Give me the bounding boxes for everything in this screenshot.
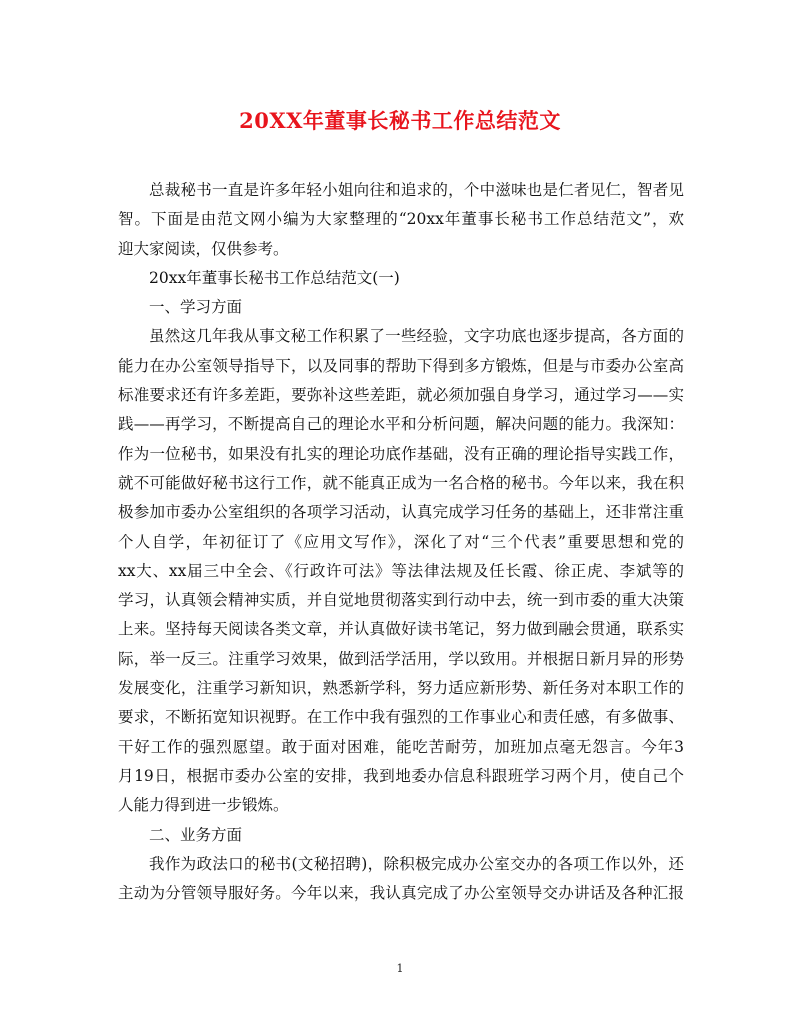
paragraph-line: 人能力得到进一步锻炼。	[118, 796, 289, 815]
paragraph-line: 上来。坚持每天阅读各类文章，并认真做好读书笔记，努力做到融会贯通，联系实	[118, 620, 684, 639]
paragraph-line: 主动为分管领导服好务。今年以来，我认真完成了办公室领导交办讲话及各种汇报	[118, 884, 684, 903]
paragraph-line: xx大、xx届三中全会、《行政许可法》等法律法规及任长霞、徐正虎、李斌等的	[118, 561, 684, 580]
paragraph-line: 月19日，根据市委办公室的安排，我到地委办信息科跟班学习两个月，使自己个	[118, 766, 684, 785]
paragraph-line: 标准要求还有许多差距，要弥补这些差距，就必须加强自身学习，通过学习——实	[118, 386, 684, 405]
document-body	[118, 176, 684, 908]
paragraph-line: 际，举一反三。注重学习效果，做到活学活用，学以致用。并根据日新月异的形势	[118, 649, 684, 668]
paragraph-line: 极参加市委办公室组织的各项学习活动，认真完成学习任务的基础上，还非常注重	[118, 503, 684, 522]
paragraph-line: 践——再学习，不断提高自己的理论水平和分析问题，解决问题的能力。我深知：	[118, 415, 684, 434]
paragraph-line: 我作为政法口的秘书(文秘招聘)，除积极完成办公室交办的各项工作以外，还	[149, 854, 684, 873]
paragraph-line: 干好工作的强烈愿望。敢于面对困难，能吃苦耐劳，加班加点毫无怨言。今年3	[118, 737, 684, 756]
paragraph-line: 要求，不断拓宽知识视野。在工作中我有强烈的工作事业心和责任感，有多做事、	[118, 708, 684, 727]
section-heading: 20xx年董事长秘书工作总结范文(一)	[149, 268, 400, 287]
paragraph-line: 作为一位秘书，如果没有扎实的理论功底作基础，没有正确的理论指导实践工作，	[118, 444, 684, 463]
paragraph-line: 虽然这几年我从事文秘工作积累了一些经验，文字功底也逐步提高，各方面的	[149, 327, 684, 346]
paragraph-line: 发展变化，注重学习新知识，熟悉新学科，努力适应新形势、新任务对本职工作的	[118, 679, 684, 698]
paragraph-line: 智。下面是由范文网小编为大家整理的“20xx年董事长秘书工作总结范文”，欢	[118, 210, 684, 229]
section-heading: 一、学习方面	[149, 298, 243, 317]
paragraph-line: 就不可能做好秘书这行工作，就不能真正成为一名合格的秘书。今年以来，我在积	[118, 473, 684, 492]
section-heading: 二、业务方面	[149, 825, 243, 844]
paragraph-line: 个人自学，年初征订了《应用文写作》，深化了对“三个代表”重要思想和党的	[118, 532, 684, 551]
paragraph-line: 迎大家阅读，仅供参考。	[118, 239, 289, 258]
paragraph-line: 总裁秘书一直是许多年轻小姐向往和追求的，个中滋味也是仁者见仁，智者见	[149, 181, 684, 199]
page-number: 1	[396, 962, 404, 975]
paragraph-line: 学习，认真领会精神实质，并自觉地贯彻落实到行动中去，统一到市委的重大决策	[118, 591, 684, 610]
document-title: 20XX年董事长秘书工作总结范文	[239, 108, 561, 133]
paragraph-line: 能力在办公室领导指导下，以及同事的帮助下得到多方锻炼，但是与市委办公室高	[118, 356, 684, 375]
